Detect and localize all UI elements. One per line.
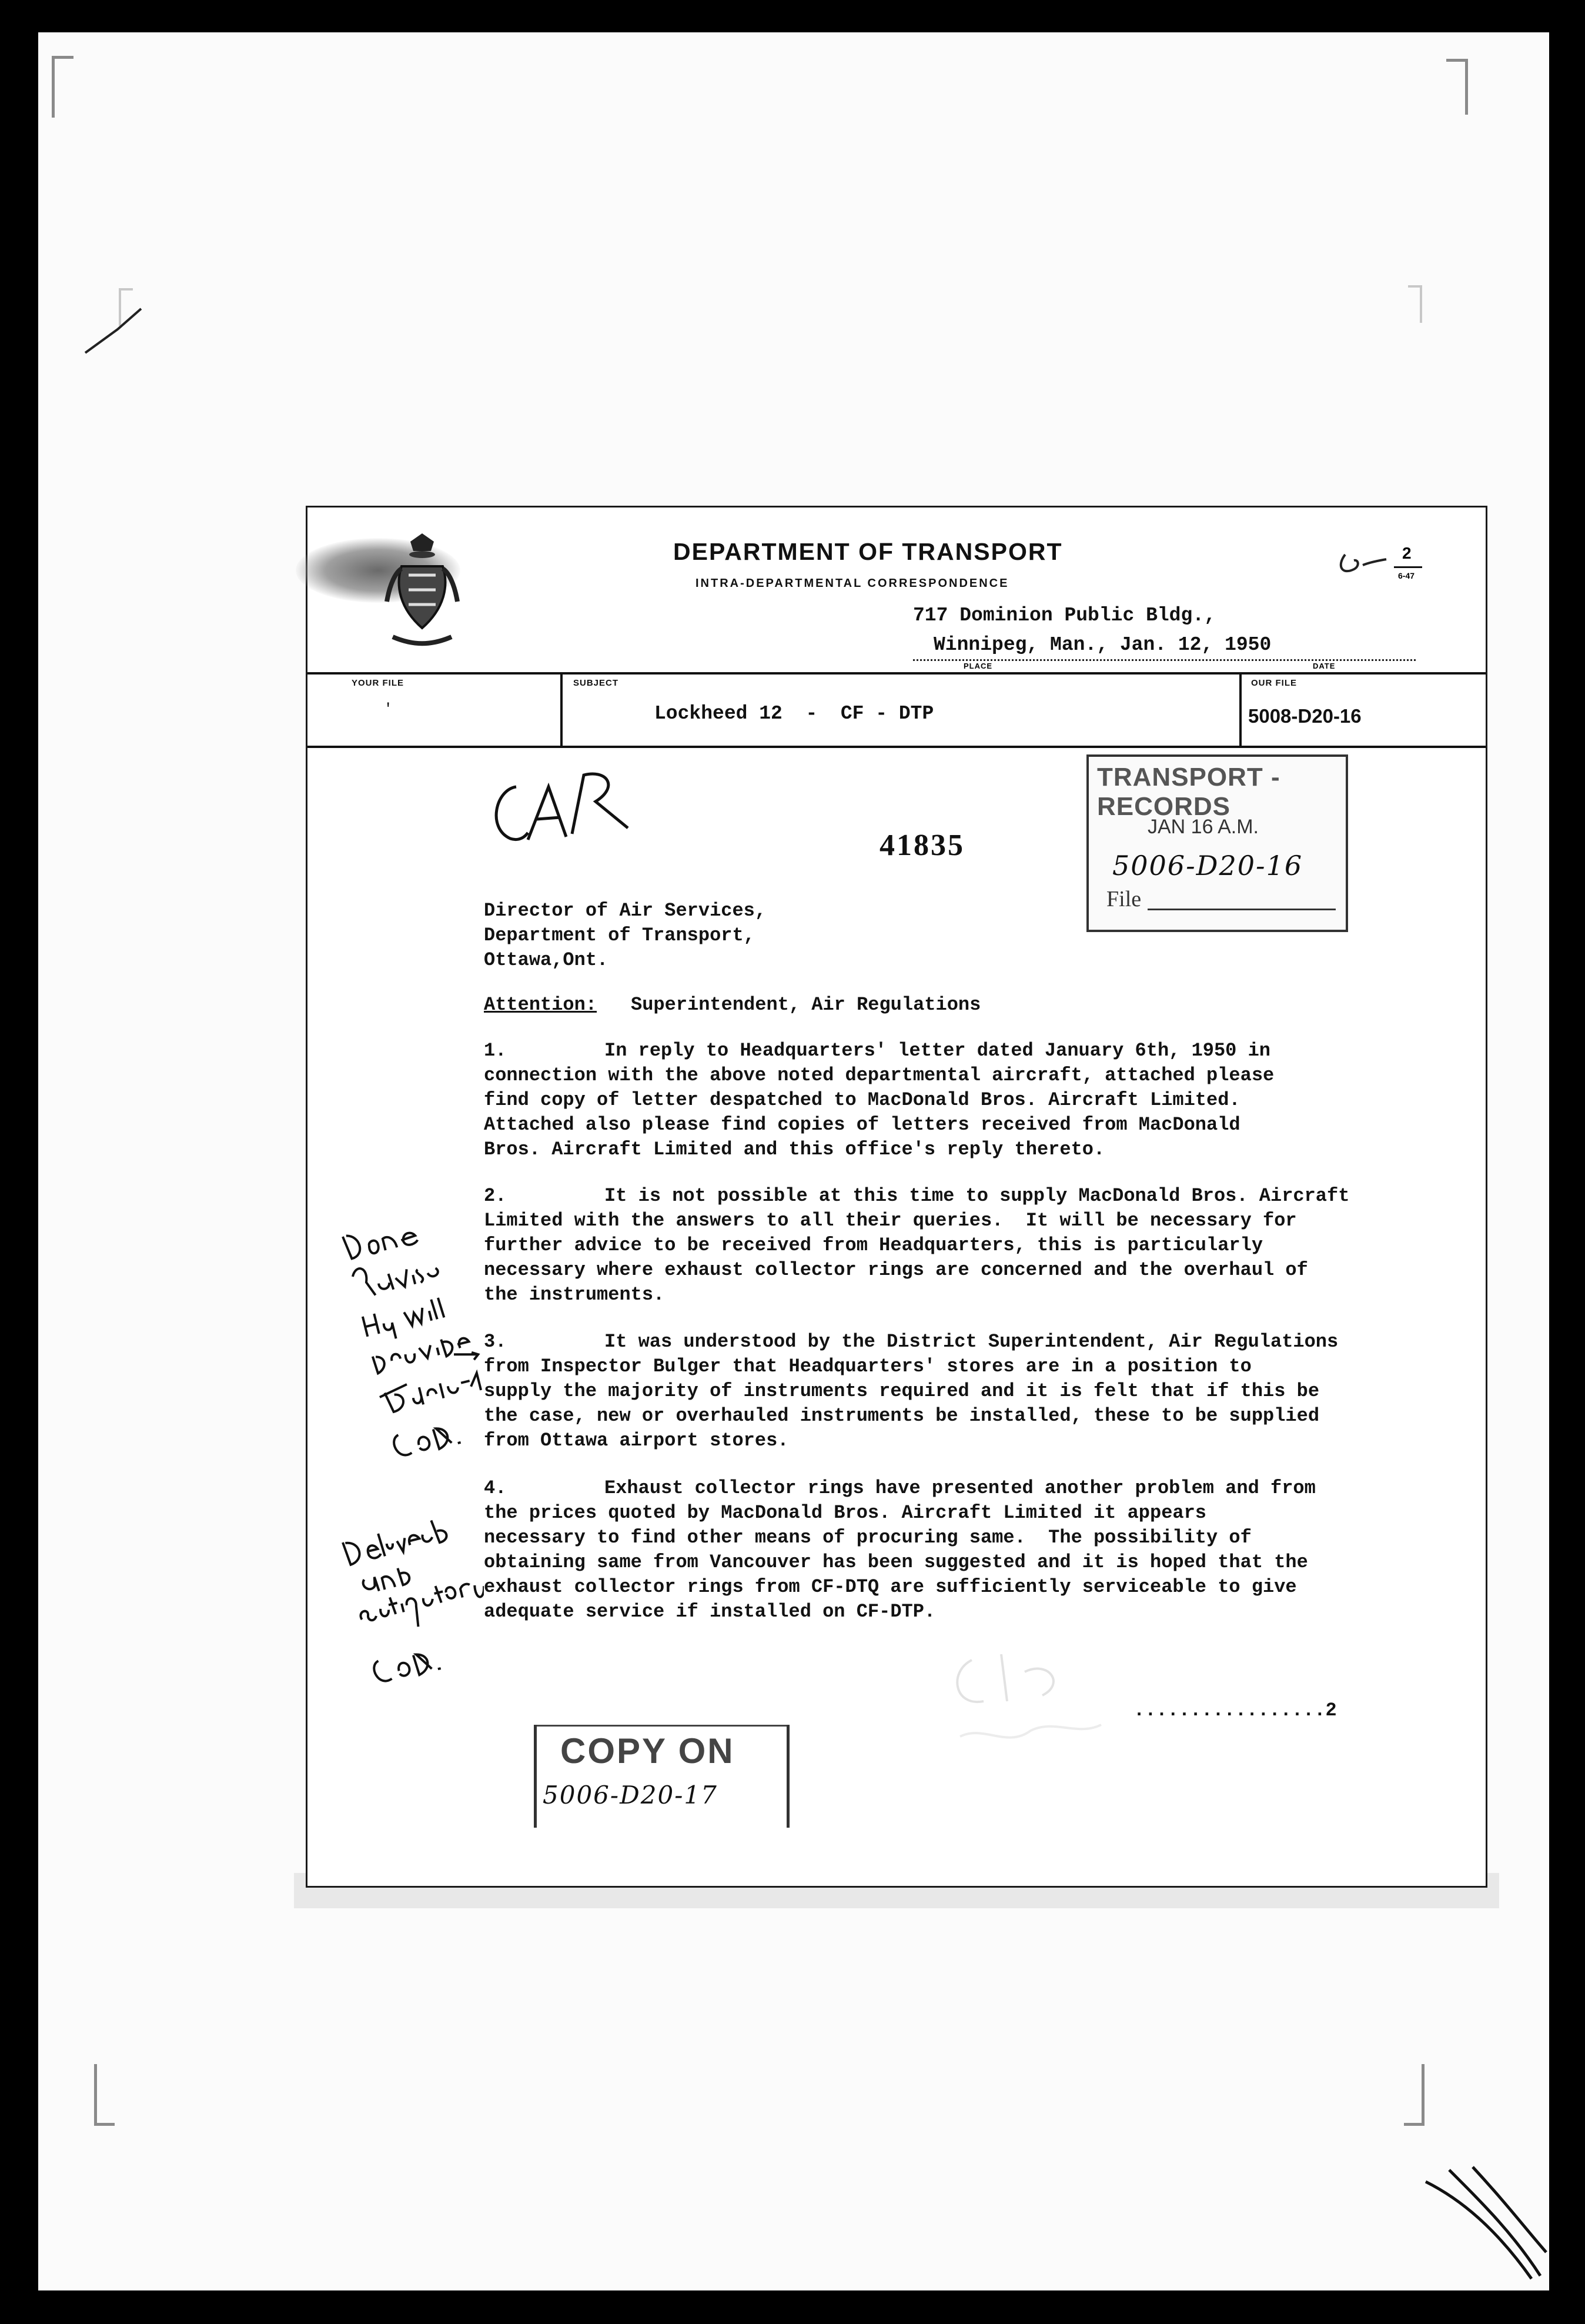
- subject-value: Lockheed 12 - CF - DTP: [654, 703, 934, 724]
- paragraph-line: Bros. Aircraft Limited and this office's reply thereto.: [484, 1138, 1105, 1160]
- our-file-value: 5008-D20-16: [1248, 705, 1362, 727]
- reference-number: 41835: [880, 829, 965, 862]
- continuation-marker: .................2: [1133, 1699, 1337, 1721]
- handwritten-car: [484, 763, 637, 852]
- header-grid-divider: [1239, 672, 1242, 748]
- form-code: 6-47: [1398, 571, 1415, 580]
- date-label: DATE: [1313, 662, 1336, 670]
- place-and-date: Winnipeg, Man., Jan. 12, 1950: [934, 634, 1272, 656]
- header-grid-top-rule: [307, 672, 1486, 675]
- paragraph-line: from Inspector Bulger that Headquarters' stores are in a position to: [484, 1355, 1252, 1377]
- paragraph-line: necessary to find other means of procuring same. The possibility of: [484, 1527, 1252, 1548]
- our-file-label: OUR FILE: [1251, 678, 1297, 688]
- your-file-label: YOUR FILE: [352, 678, 404, 688]
- letter-sheet: [306, 506, 1487, 1888]
- paragraph-line: In reply to Headquarters' letter dated January 6th, 1950 in: [604, 1040, 1270, 1061]
- paragraph-line: Attached also please find copies of letters received from MacDonald: [484, 1114, 1240, 1136]
- paragraph-line: the prices quoted by MacDonald Bros. Aircraft Limited it appears: [484, 1502, 1206, 1524]
- your-file-mark: ': [384, 702, 393, 717]
- paragraph-line: Limited with the answers to all their queries. It will be necessary for: [484, 1210, 1297, 1231]
- stamp-file-label: File: [1106, 887, 1142, 911]
- copy-stamp-title: COPY ON: [560, 1731, 735, 1771]
- crop-mark-bottom-left: [94, 2064, 115, 2126]
- copy-on-stamp: [534, 1725, 790, 1828]
- copy-stamp-file-number: 5006-D20-17: [543, 1781, 718, 1809]
- recipient-line: Director of Air Services,: [484, 900, 767, 921]
- crop-mark-mid-right: [1408, 285, 1422, 323]
- paragraph-number: 3.: [484, 1331, 507, 1353]
- attention-label: Attention:: [484, 994, 597, 1016]
- film-edge-damage: [1414, 2164, 1549, 2282]
- paragraph-line: It is not possible at this time to supply MacDonald Bros. Aircraft: [604, 1185, 1350, 1207]
- recipient-line: Ottawa,Ont.: [484, 949, 608, 971]
- paragraph-line: exhaust collector rings from CF-DTQ are sufficiently serviceable to give: [484, 1576, 1297, 1598]
- stamp-file-number: 5006-D20-16: [1112, 850, 1303, 881]
- paragraph-line: from Ottawa airport stores.: [484, 1430, 789, 1451]
- sender-address: 717 Dominion Public Bldg.,: [913, 605, 1216, 626]
- subject-label: SUBJECT: [573, 678, 619, 688]
- correspondence-subtitle: INTRA-DEPARTMENTAL CORRESPONDENCE: [695, 577, 1009, 590]
- form-number-rule: [1394, 566, 1422, 568]
- department-title: DEPARTMENT OF TRANSPORT: [673, 538, 1063, 565]
- paragraph-line: adequate service if installed on CF-DTP.: [484, 1601, 936, 1622]
- crop-mark-bottom-right: [1404, 2064, 1425, 2126]
- copy-stamp-top-rule: [537, 1725, 787, 1727]
- header-grid-divider: [560, 672, 563, 748]
- paragraph-line: find copy of letter despatched to MacDonald Bros. Aircraft Limited.: [484, 1089, 1240, 1111]
- paragraph-line: the case, new or overhauled instruments be installed, these to be supplied: [484, 1405, 1320, 1427]
- crop-mark-top-right: [1446, 59, 1468, 115]
- paragraph-number: 4.: [484, 1477, 507, 1499]
- recipient-line: Department of Transport,: [484, 924, 755, 946]
- paragraph-line: obtaining same from Vancouver has been suggested and it is hoped that the: [484, 1551, 1308, 1573]
- stamp-received-date: JAN 16 A.M.: [1148, 816, 1259, 838]
- stamp-file-line: [1148, 909, 1336, 910]
- header-grid-bottom-rule: [307, 746, 1486, 748]
- crop-mark-top-left: [52, 56, 73, 118]
- place-label: PLACE: [964, 662, 993, 670]
- paragraph-number: 2.: [484, 1185, 507, 1207]
- faint-bleedthrough: [937, 1637, 1148, 1789]
- paragraph-line: Exhaust collector rings have presented another problem and from: [604, 1477, 1316, 1499]
- paragraph-line: necessary where exhaust collector rings are concerned and the overhaul of: [484, 1259, 1308, 1281]
- paragraph-line: further advice to be received from Headquarters, this is particularly: [484, 1234, 1263, 1256]
- attention-value: Superintendent, Air Regulations: [631, 994, 981, 1016]
- form-number: 2: [1402, 544, 1412, 562]
- handwritten-mark: [1336, 549, 1389, 578]
- paragraph-line: connection with the above noted departmental aircraft, attached please: [484, 1064, 1275, 1086]
- transport-records-stamp: [1086, 754, 1348, 932]
- paragraph-line: the instruments.: [484, 1284, 665, 1305]
- paragraph-number: 1.: [484, 1040, 507, 1061]
- film-scratch: [82, 306, 147, 359]
- paragraph-line: It was understood by the District Superintendent, Air Regulations: [604, 1331, 1339, 1353]
- stamp-title: TRANSPORT - RECORDS: [1097, 763, 1280, 821]
- paragraph-line: supply the majority of instruments required and it is felt that if this be: [484, 1380, 1320, 1402]
- handwritten-margin-notes: [307, 507, 484, 1684]
